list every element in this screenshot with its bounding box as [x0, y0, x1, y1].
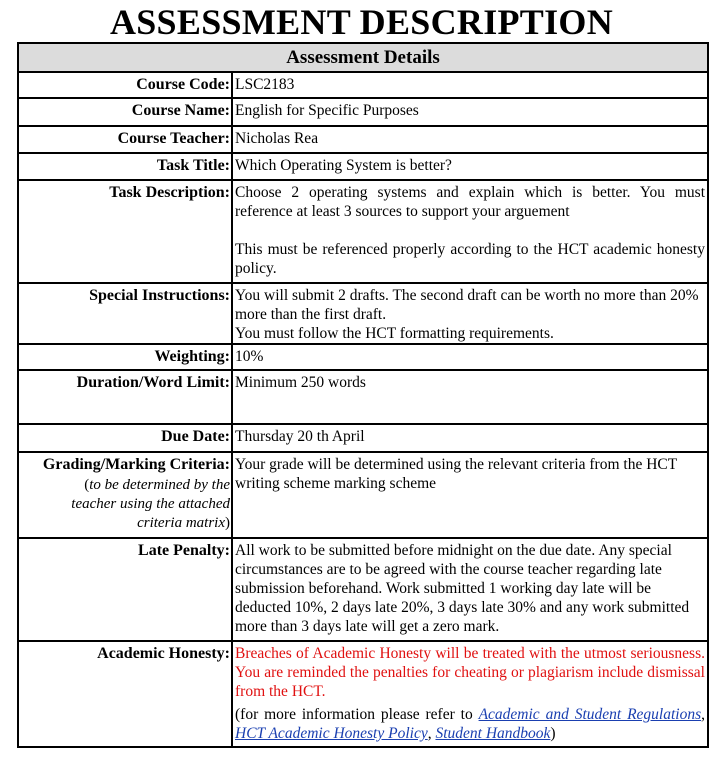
- section-header: Assessment Details: [18, 43, 708, 72]
- table-row: [18, 424, 708, 452]
- special-instructions-line: You will submit 2 drafts. The second draft can be worth no more than 20% more than the first draft.: [235, 287, 699, 323]
- table-row: [18, 370, 708, 424]
- academic-honesty-warning: Breaches of Academic Honesty will be treated with the utmost seriousness. You are reminded the penalties for cheating or plagiarism include dismissal from the HCT.: [235, 645, 705, 700]
- late-penalty-label: Late Penalty:: [18, 538, 232, 641]
- course-code-label: Course Code:: [18, 72, 232, 98]
- course-name-value: English for Specific Purposes: [232, 98, 708, 126]
- table-row: [18, 283, 708, 344]
- course-teacher-label: Course Teacher:: [18, 126, 232, 153]
- task-description-paragraph: Choose 2 operating systems and explain which is better. You must reference at least 3 sources to support your arguement: [235, 184, 705, 220]
- due-date-value: Thursday 20 th April: [232, 424, 708, 452]
- special-instructions-line: You must follow the HCT formatting requirements.: [235, 325, 554, 342]
- table-row: [18, 153, 708, 180]
- task-title-value: Which Operating System is better?: [232, 153, 708, 180]
- course-teacher-value: Nicholas Rea: [232, 126, 708, 153]
- academic-honesty-policy-link[interactable]: HCT Academic Honesty Policy: [235, 725, 428, 742]
- table-row: [18, 641, 708, 747]
- weighting-label: Weighting:: [18, 344, 232, 370]
- table-row: [18, 344, 708, 370]
- course-name-label: Course Name:: [18, 98, 232, 126]
- course-code-value: LSC2183: [232, 72, 708, 98]
- table-row: [18, 538, 708, 641]
- task-description-paragraph: This must be referenced properly according to the HCT academic honesty policy.: [235, 241, 705, 277]
- special-instructions-label: Special Instructions:: [18, 283, 232, 344]
- academic-regulations-link[interactable]: Academic and Student Regulations: [478, 706, 702, 723]
- academic-honesty-label: Academic Honesty:: [18, 641, 232, 747]
- grading-value: Your grade will be determined using the relevant criteria from the HCT writing scheme marking scheme: [232, 452, 708, 538]
- late-penalty-value: All work to be submitted before midnight on the due date. Any special circumstances are to be agreed with the course teacher regarding late submission beforehand. Work submitted 1 working day late will be deducted 10%, 2 days late 20%, 3 days late 30% and any work submitted more than 3 days late will get a zero mark.: [232, 538, 708, 641]
- table-row: [18, 180, 708, 283]
- student-handbook-link[interactable]: Student Handbook: [435, 725, 551, 742]
- weighting-value: 10%: [232, 344, 708, 370]
- duration-value: Minimum 250 words: [232, 370, 708, 424]
- table-row: [18, 452, 708, 538]
- table-row: [18, 126, 708, 153]
- table-row: [18, 98, 708, 126]
- academic-honesty-info: (for more information please refer to Academic and Student Regulations, HCT Academic Honesty Policy, Student Handbook): [235, 706, 705, 742]
- page-title: ASSESSMENT DESCRIPTION: [109, 2, 614, 42]
- task-title-label: Task Title:: [18, 153, 232, 180]
- due-date-label: Due Date:: [18, 424, 232, 452]
- grading-note: (to be determined by the teacher using the attached criteria matrix): [71, 477, 230, 531]
- table-row: [18, 72, 708, 98]
- duration-label: Duration/Word Limit:: [18, 370, 232, 424]
- task-description-label: Task Description:: [18, 180, 232, 283]
- grading-label: Grading/Marking Criteria:: [42, 456, 230, 473]
- assessment-details-table: [17, 42, 709, 748]
